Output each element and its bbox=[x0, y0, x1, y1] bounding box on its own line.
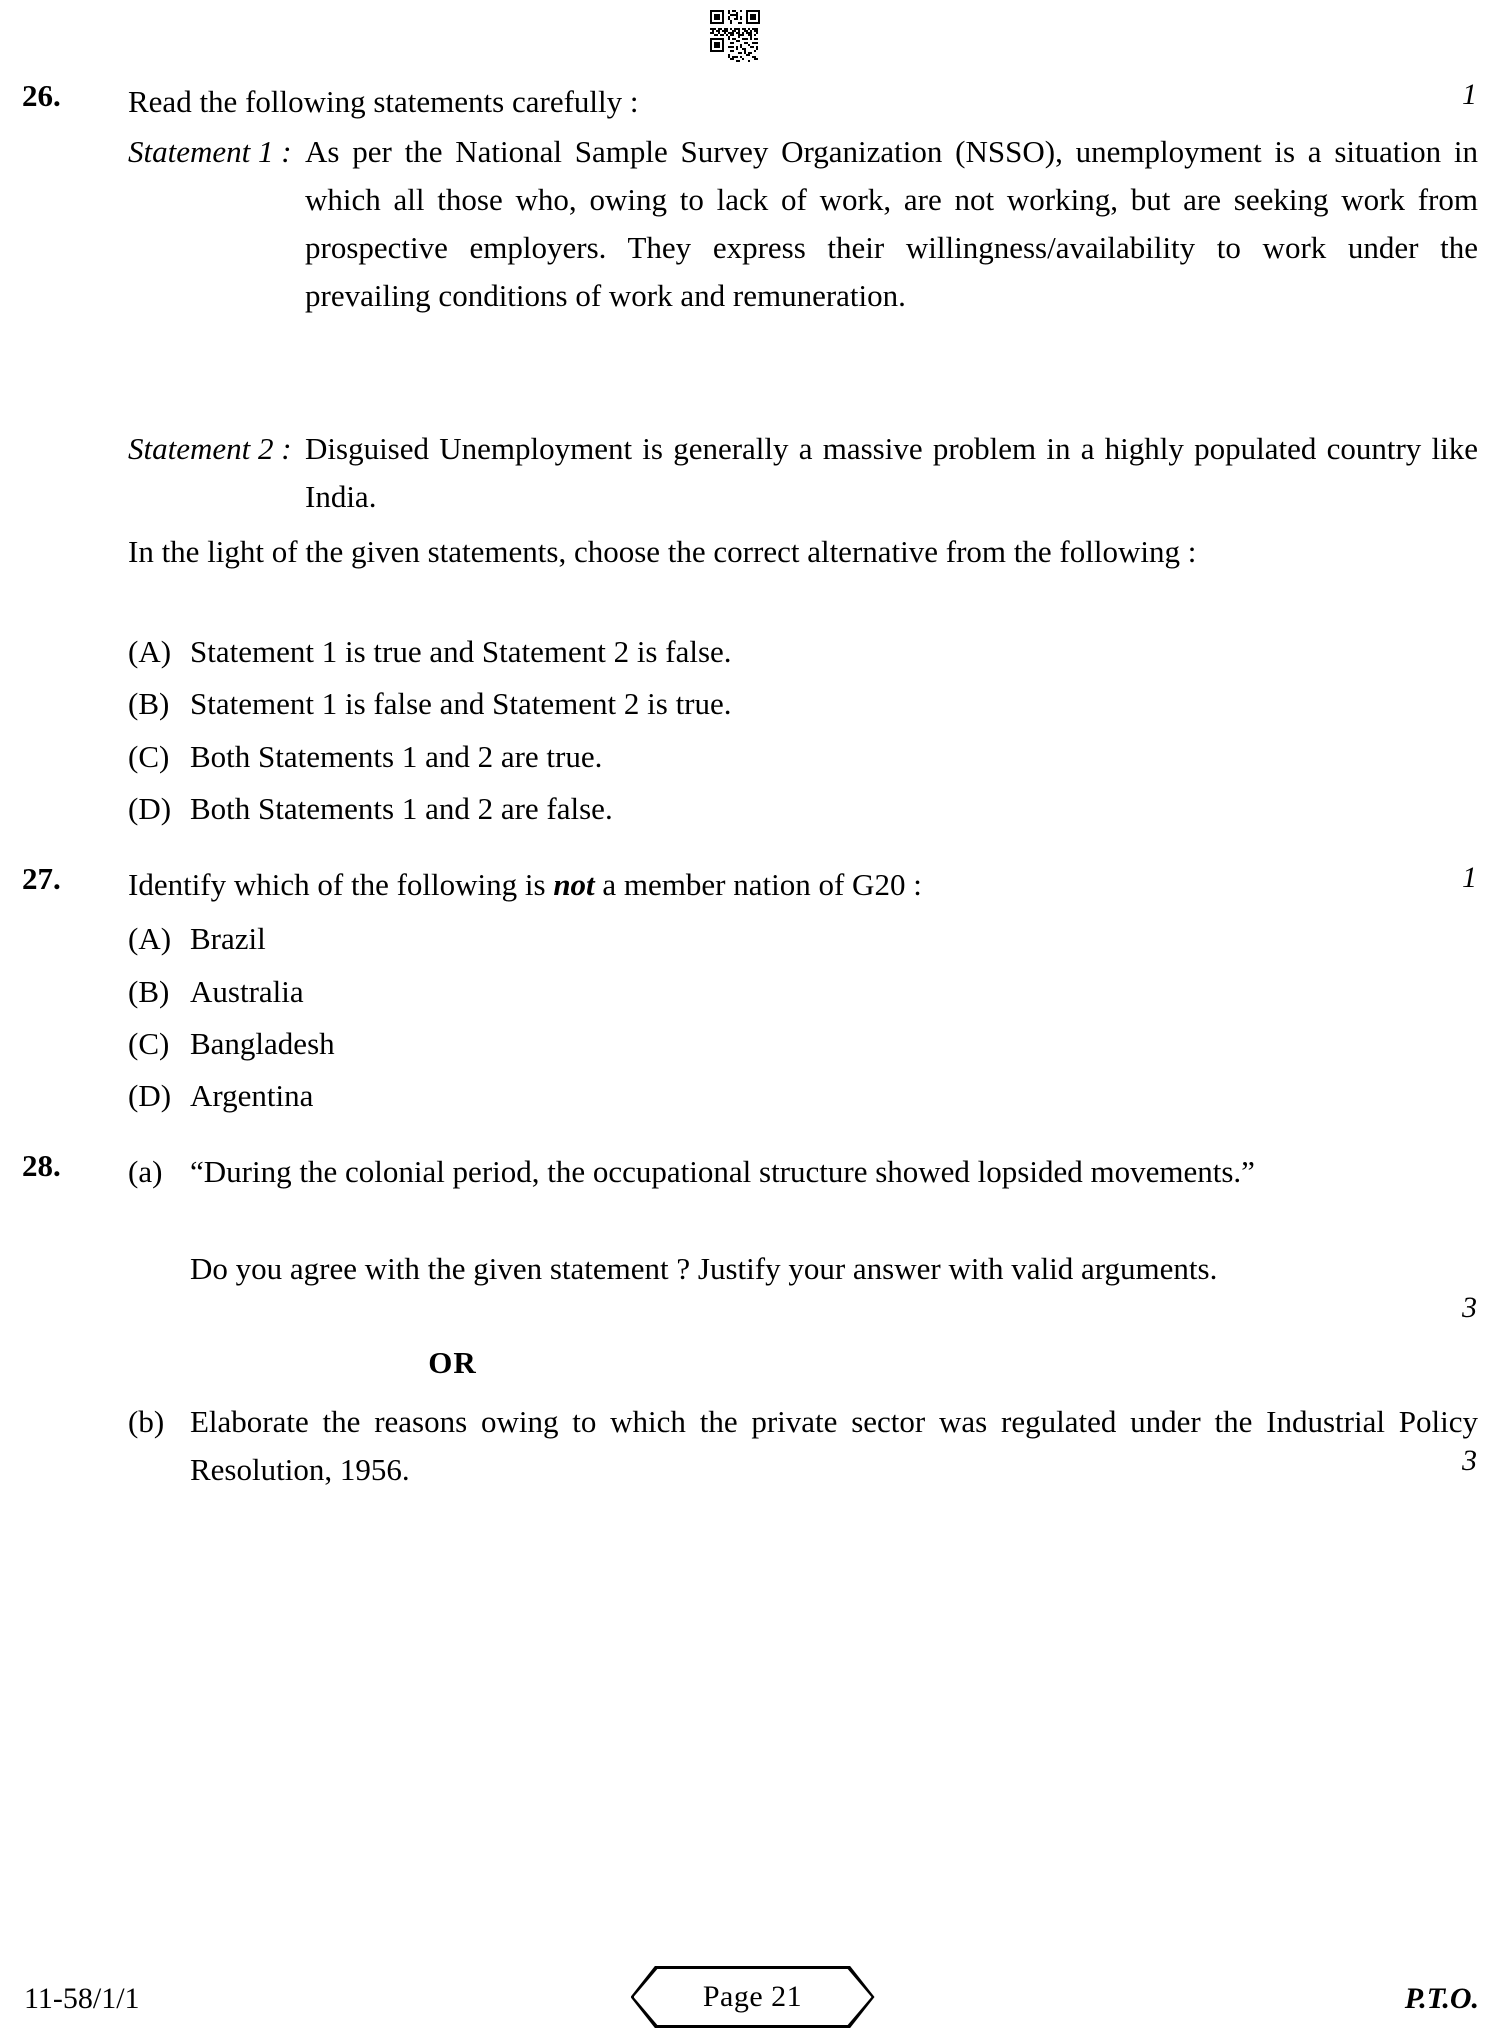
qr-code-icon bbox=[708, 8, 770, 64]
option-b-text[interactable]: Statement 1 is false and Statement 2 is true. bbox=[190, 686, 732, 721]
statement-1-text: As per the National Sample Survey Organization (NSSO), unemployment is a situation in which all those who, owing to lack of work, are not working, but are seeking work from prospective employers. They express their willingness/availability to work under the prevailing conditions of work and remuneration. bbox=[305, 134, 1478, 313]
option-a-label: (A) bbox=[128, 634, 172, 669]
option-a-text[interactable]: Statement 1 is true and Statement 2 is false. bbox=[190, 634, 732, 669]
q27-option-a-text[interactable]: Brazil bbox=[190, 921, 266, 956]
question-26-instruction: In the light of the given statements, choose the correct alternative from the following : bbox=[128, 534, 1197, 569]
question-26-marks: 1 bbox=[1462, 78, 1477, 111]
q27-option-a-label: (A) bbox=[128, 921, 172, 956]
q28-part-b-marks: 3 bbox=[1462, 1444, 1477, 1477]
q28-part-a-followup: Do you agree with the given statement ? Justify your answer with valid arguments. bbox=[190, 1251, 1218, 1286]
page-number-label: Page 21 bbox=[702, 1980, 803, 2013]
question-number-28: 28. bbox=[22, 1148, 61, 1183]
q27-stem-part1: Identify which of the following is bbox=[128, 867, 554, 902]
pto-label: P.T.O. bbox=[1404, 1982, 1479, 2015]
q27-option-d-text[interactable]: Argentina bbox=[190, 1078, 314, 1113]
q28-part-b-label: (b) bbox=[128, 1404, 165, 1439]
question-26-stem: Read the following statements carefully : bbox=[128, 84, 639, 119]
option-c-text[interactable]: Both Statements 1 and 2 are true. bbox=[190, 739, 603, 774]
q27-stem-emphasis: not bbox=[553, 867, 595, 902]
q28-part-a-label: (a) bbox=[128, 1154, 163, 1189]
q27-option-d-label: (D) bbox=[128, 1078, 172, 1113]
q28-part-b-text: Elaborate the reasons owing to which the private sector was regulated under the Industrial Policy Resolution, 1956. bbox=[190, 1404, 1478, 1487]
statement-1-label: Statement 1 : bbox=[128, 134, 292, 169]
or-divider-label: OR bbox=[428, 1345, 477, 1380]
option-c-label: (C) bbox=[128, 739, 170, 774]
q28-part-a-marks: 3 bbox=[1462, 1291, 1477, 1324]
q27-option-b-text[interactable]: Australia bbox=[190, 974, 304, 1009]
question-number-26: 26. bbox=[22, 78, 61, 113]
option-d-label: (D) bbox=[128, 791, 172, 826]
q27-stem-part2: a member nation of G20 : bbox=[594, 867, 922, 902]
question-number-27: 27. bbox=[22, 861, 61, 896]
q28-part-a-quote: “During the colonial period, the occupational structure showed lopsided movements.” bbox=[190, 1154, 1255, 1189]
question-27-marks: 1 bbox=[1462, 861, 1477, 894]
q27-option-c-text[interactable]: Bangladesh bbox=[190, 1026, 335, 1061]
paper-code: 11-58/1/1 bbox=[24, 1982, 140, 2015]
option-b-label: (B) bbox=[128, 686, 170, 721]
option-d-text[interactable]: Both Statements 1 and 2 are false. bbox=[190, 791, 613, 826]
q27-option-c-label: (C) bbox=[128, 1026, 170, 1061]
page-number-badge bbox=[631, 1966, 875, 2028]
statement-2-text: Disguised Unemployment is generally a massive problem in a highly populated country like India. bbox=[305, 431, 1478, 514]
statement-2-label: Statement 2 : bbox=[128, 431, 292, 466]
q27-option-b-label: (B) bbox=[128, 974, 170, 1009]
question-27-stem bbox=[128, 861, 1478, 909]
